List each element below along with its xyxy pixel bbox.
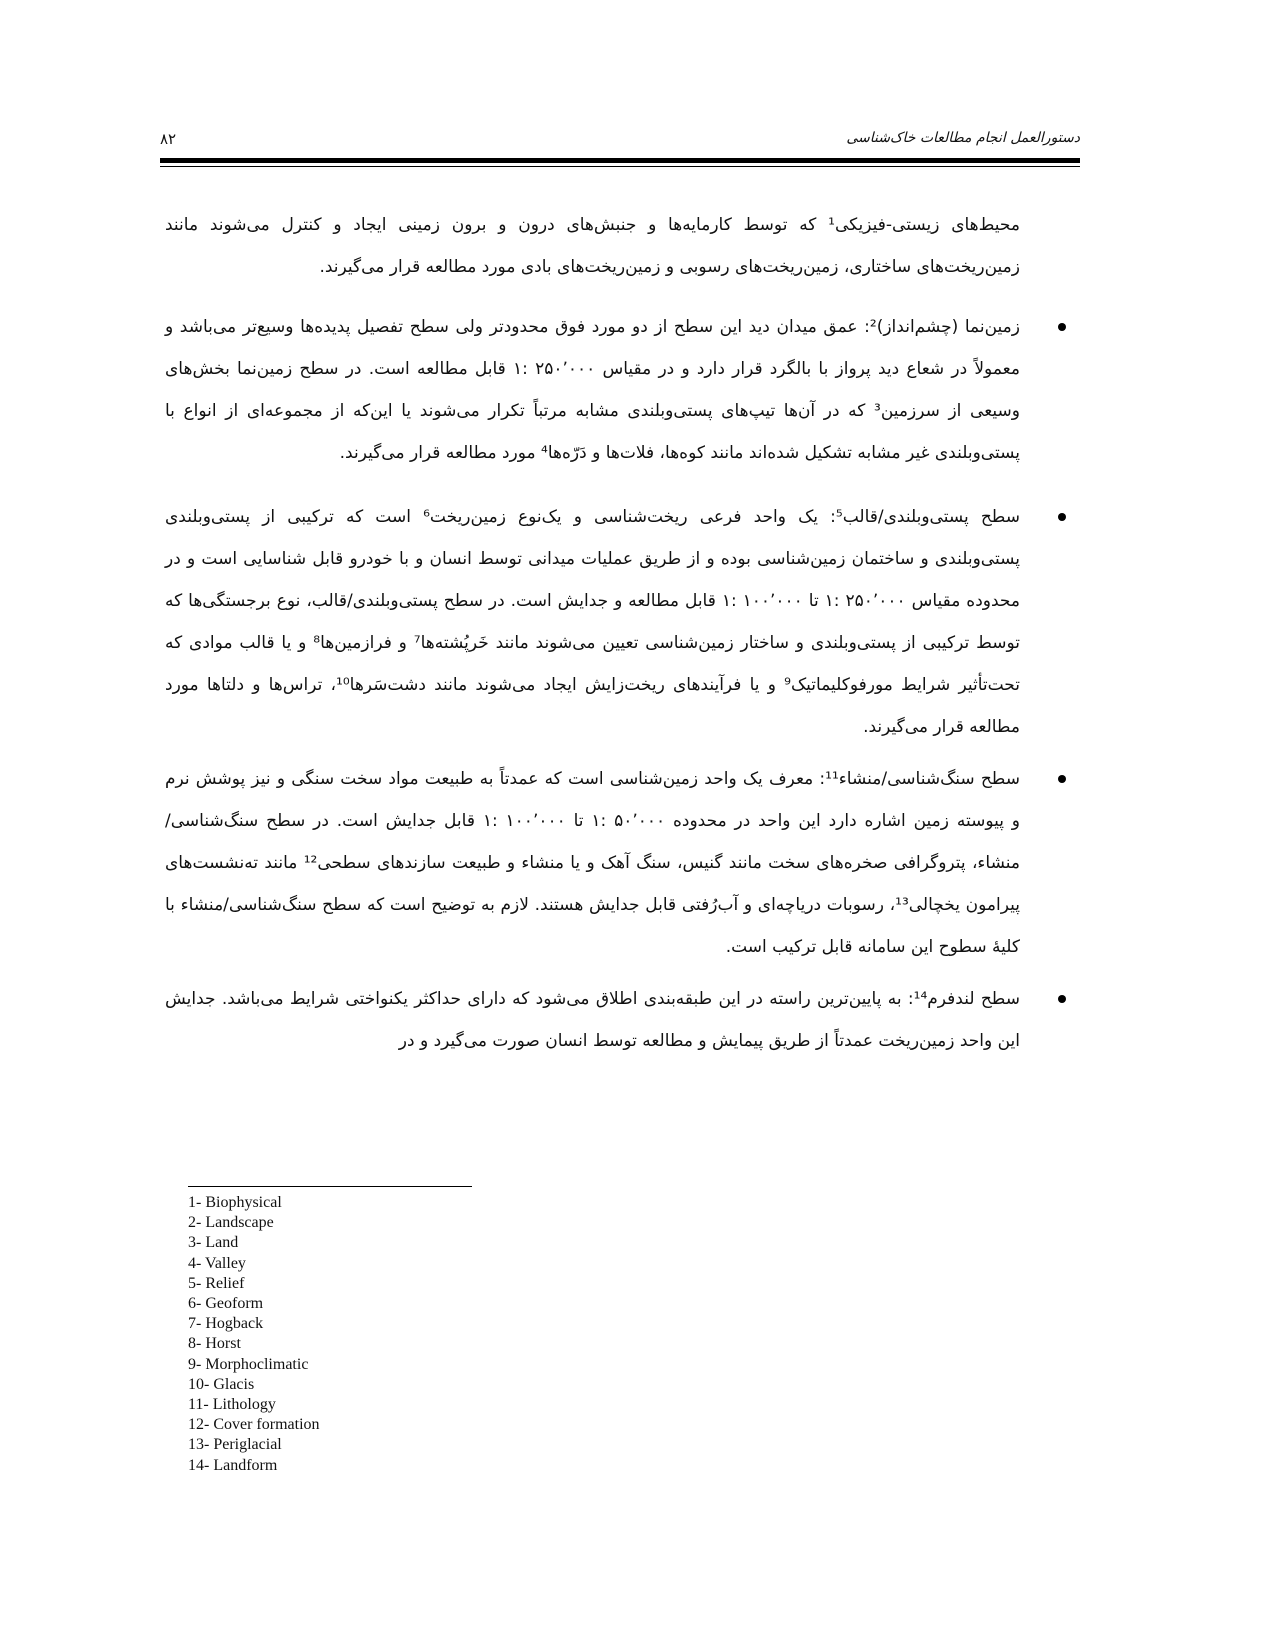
running-title: دستورالعمل انجام مطالعات خاک‌شناسی <box>846 130 1080 146</box>
bullet-item-landform <box>165 978 1020 1062</box>
bullet-dot-icon <box>1058 995 1066 1003</box>
footnote: 1- Biophysical <box>188 1194 282 1211</box>
header-rule-thick <box>160 158 1080 163</box>
main-body <box>165 204 1020 1072</box>
bullet-dot-icon <box>1058 513 1066 521</box>
footnote: 5- Relief <box>188 1274 245 1292</box>
footnote: 6- Geoform <box>188 1295 264 1313</box>
bullet-dot-icon <box>1058 775 1066 783</box>
footnote: 12- Cover formation <box>188 1416 320 1434</box>
footnote: 2- Landscape <box>188 1214 274 1232</box>
bullet-text: زمین‌نما (چشم‌انداز)²: عمق میدان دید این سطح از دو مورد فوق محدودتر ولی سطح تفصیل پدیده‌ها وسیع‌تر می‌باشد و معمولاً در شعاع دید پرواز با بالگرد قرار دارد و در مقیاس ۲۵۰٬۰۰۰ :۱ قابل مطالعه است. در سطح زمین‌نما بخش‌های وسیعی از سرزمین³ که در آن‌ها تیپ‌های پستی‌وبلندی مشابه مرتباً تکرار می‌شوند یا این‌که از مجموعه‌ای از انواع با پستی‌وبلندی غیر مشابه تشکیل شده‌اند مانند کوه‌ها، فلات‌ها و دَرّه‌ها⁴ مورد مطالعه قرار می‌گیرند. <box>165 317 1020 463</box>
intro-paragraph: محیط‌های زیستی-فیزیکی¹ که توسط کارمایه‌ها و جنبش‌های درون و برون زمینی ایجاد و کنترل می‌شوند مانند زمین‌ریخت‌های ساختاری، زمین‌ریخت‌های رسوبی و زمین‌ریخت‌های بادی مورد مطالعه قرار می‌گیرند. <box>165 215 1020 277</box>
footnote-separator <box>188 1186 472 1187</box>
footnote: 10- Glacis <box>188 1375 255 1393</box>
footnote: 4- Valley <box>188 1254 246 1272</box>
bullet-text: سطح پستی‌وبلندی/قالب⁵: یک واحد فرعی ریخت‌شناسی و یک‌نوع زمین‌ریخت⁶ است که ترکیبی از پستی‌وبلندی پستی‌وبلندی و ساختمان زمین‌شناسی بوده و از طریق عملیات میدانی توسط انسان و با خودرو قابل شناسایی است و در محدوده مقیاس ۲۵۰٬۰۰۰ :۱ تا ۱۰۰٬۰۰۰ :۱ قابل مطالعه و جدایش است. در سطح پستی‌وبلندی/قالب، نوع برجستگی‌ها که توسط ترکیبی از پستی‌وبلندی و ساختار زمین‌شناسی تعیین می‌شوند مانند خَرپُشته‌ها⁷ و فرازمین‌ها⁸ و یا قالب موادی که تحت‌تأثیر شرایط مورفوکلیماتیک⁹ و یا فرآیندهای ریخت‌زایش ایجاد می‌شوند مانند دشت‌سَرها¹⁰، تراس‌ها و دلتاها مورد مطالعه قرار می‌گیرند. <box>165 507 1021 737</box>
page-number: ۸۲ <box>160 130 177 148</box>
footnote: 3- Land <box>188 1234 239 1252</box>
bullet-dot-icon <box>1058 323 1066 331</box>
bullet-list <box>165 306 1020 1062</box>
footnote: 11- Lithology <box>188 1396 276 1414</box>
bullet-text: سطح سنگ‌شناسی/منشاء¹¹: معرف یک واحد زمین‌شناسی است که عمدتاً به طبیعت مواد سخت سنگی و نیز پوشش نرم و پیوسته زمین اشاره دارد این واحد در محدوده ۵۰٬۰۰۰ :۱ تا ۱۰۰٬۰۰۰ :۱ قابل جدایش است. در سطح سنگ‌شناسی/منشاء، پتروگرافی صخره‌های سخت مانند گنیس، سنگ آهک و یا منشاء و طبیعت سازندهای سطحی¹² مانند ته‌نشست‌های پیرامون یخچالی¹³، رسوبات دریاچه‌ای و آب‌رُفتی قابل جدایش هستند. لازم به توضیح است که سطح سنگ‌شناسی/منشاء با کلیهٔ سطوح این سامانه قابل ترکیب است. <box>165 769 1021 957</box>
bullet-item-lithology <box>165 758 1020 968</box>
footnote: 9- Morphoclimatic <box>188 1355 309 1373</box>
header-rule-thin <box>160 166 1080 167</box>
bullet-text: سطح لندفرم¹⁴: به پایین‌ترین راسته در این طبقه‌بندی اطلاق می‌شود که دارای حداکثر یکنواختی شرایط می‌باشد. جدایش این واحد زمین‌ریخت عمدتاً از طریق پیمایش و مطالعه توسط انسان صورت می‌گیرد و در <box>165 989 1020 1051</box>
footnote: 8- Horst <box>188 1335 241 1353</box>
footnote: 13- Periglacial <box>188 1436 282 1454</box>
bullet-item-relief <box>165 496 1020 748</box>
footnote: 7- Hogback <box>188 1315 264 1333</box>
page-header <box>160 120 1080 156</box>
footnotes-list <box>188 1193 320 1476</box>
bullet-item-landscape <box>165 306 1020 474</box>
footnote: 14- Landform <box>188 1456 278 1474</box>
